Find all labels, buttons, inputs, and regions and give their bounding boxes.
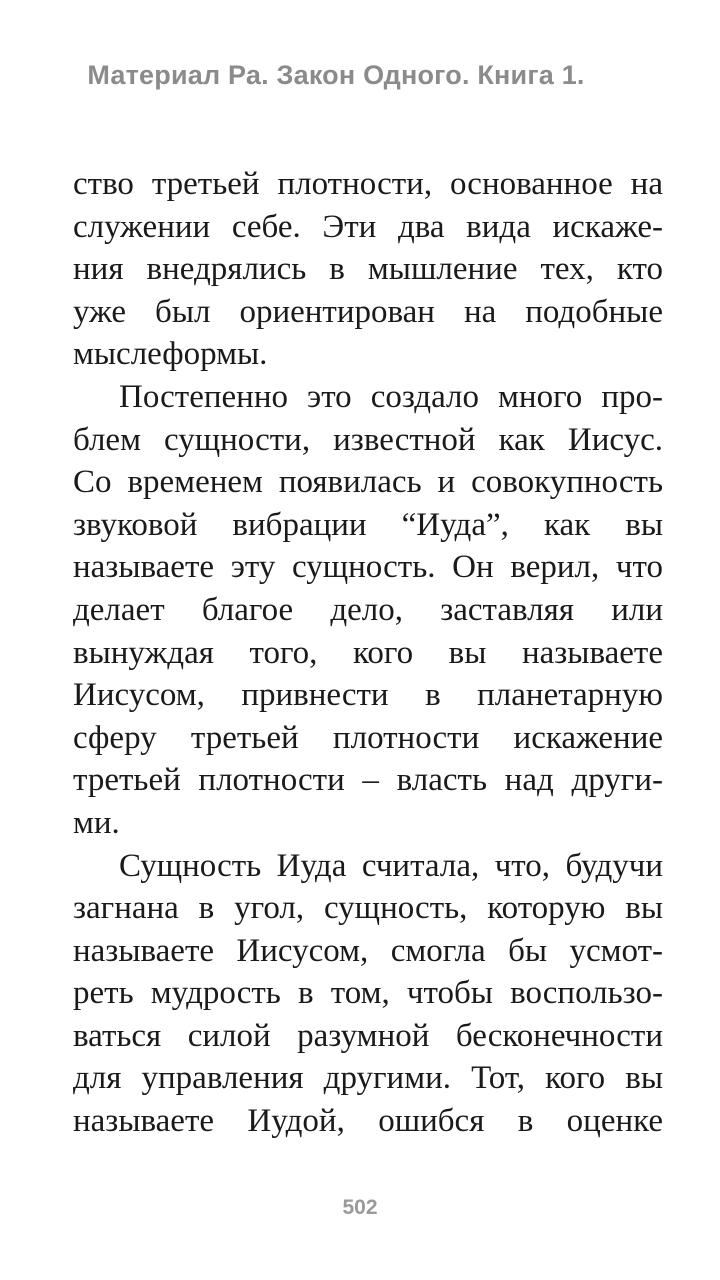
text-line: служении себе. Эти два вида искаже- <box>73 208 663 245</box>
text-line: реть мудрость в том, чтобы воспользо- <box>73 975 663 1012</box>
page-number: 502 <box>342 1196 378 1219</box>
text-line: блем сущности, известной как Иисус. <box>73 421 663 458</box>
text-line: называете Иудой, ошибся в оценке <box>73 1103 663 1140</box>
text-line: называете эту сущность. Он верил, что <box>73 549 663 586</box>
text-line: вынуждая того, кого вы называете <box>73 634 663 671</box>
text-line: уже был ориентирован на подобные <box>73 293 663 330</box>
text-line: для управления другими. Тот, кого вы <box>73 1060 663 1097</box>
text-line: ния внедрялись в мышление тех, кто <box>73 251 663 288</box>
text-line: Со временем появилась и совокупность <box>73 464 663 501</box>
text-line: ваться силой разумной бесконечности <box>73 1017 663 1054</box>
text-line: называете Иисусом, смогла бы усмот- <box>73 932 663 969</box>
text-line: ми. <box>73 804 120 841</box>
text-line: делает благое дело, заставляя или <box>73 591 663 628</box>
text-line: загнана в угол, сущность, которую вы <box>73 890 663 927</box>
book-title-header: Материал Ра. Закон Одного. Книга 1. <box>87 60 585 90</box>
text-line: Постепенно это создало много про- <box>119 378 663 415</box>
text-line: сферу третьей плотности искажение <box>73 719 663 756</box>
text-line: третьей плотности – власть над други- <box>73 762 663 799</box>
text-line: Сущность Иуда считала, что, будучи <box>119 847 663 884</box>
text-line: мыслеформы. <box>73 336 268 373</box>
text-line: Иисусом, привнести в планетарную <box>73 677 663 714</box>
page-text <box>73 163 663 1143</box>
text-line: ство третьей плотности, основанное на <box>73 166 663 202</box>
text-line: звуковой вибрации “Иуда”, как вы <box>73 506 663 543</box>
